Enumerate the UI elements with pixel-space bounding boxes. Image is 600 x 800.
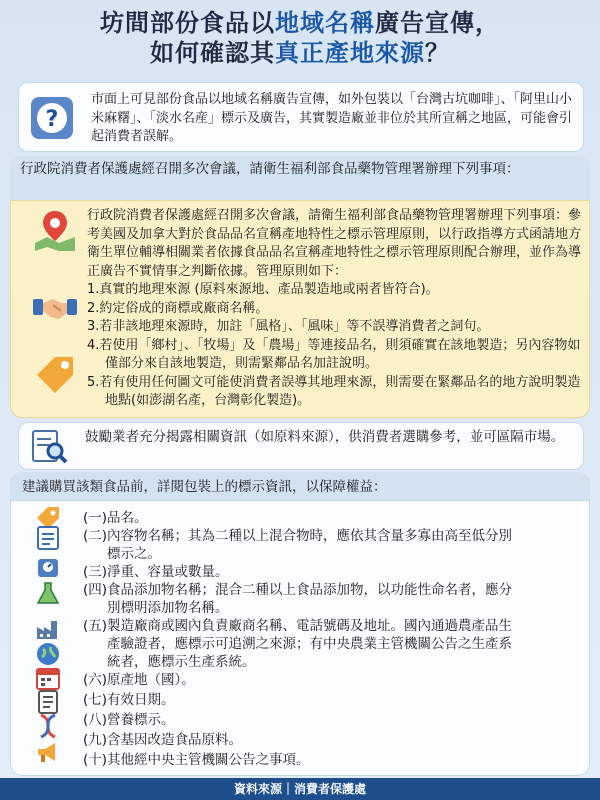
title-part: 如何確認其 <box>150 39 275 67</box>
section2-heading-bar <box>10 472 590 502</box>
item-line: (三)淨重、容量或數量。 <box>83 564 229 580</box>
calendar-icon <box>35 665 61 691</box>
footer-source: 資料來源｜消費者保護處 <box>0 778 600 800</box>
flask-icon <box>35 581 61 607</box>
label-item <box>83 527 587 563</box>
dna-icon <box>35 713 61 739</box>
title-highlight: 真正產地來源 <box>275 39 425 67</box>
map-pin-icon <box>31 207 79 255</box>
intro-card <box>18 82 584 152</box>
item-line: 產驗證者，應標示可追溯之來源；有中央農業主管機關公告之生產系 <box>107 636 512 652</box>
item-line: (六)原產地（國）。 <box>83 672 195 688</box>
rule-item: 4.若使用「鄉村」、「牧場」及「農場」等連接品名，則須確實在該地製造；另內容物如僅部分來自該地製造，則需緊鄰品名加註說明。 <box>87 337 581 371</box>
rules-intro: 行政院消費者保護處經召開多次會議，請衛生福利部食品藥物管理署辦理下列事項：參考美國及加拿大對於食品品名宣稱產地特性之標示管理原則，以行政指導方式函請地方衛生單位輔導相關業者依據食品品名宣稱產地特性之標示管理原則配合辦理，並作為導正廣告不實情事之判斷依據。管理原則如下： <box>87 208 582 279</box>
label-item <box>83 711 587 729</box>
item-line: 統者，應標示生產系統。 <box>107 654 256 670</box>
rules-text <box>87 207 583 411</box>
label-item <box>83 751 587 769</box>
item-line: (一)品名。 <box>83 510 148 526</box>
item-line: (八)營養標示。 <box>83 712 175 728</box>
item-line: (五)製造廠商或國內負責廠商名稱、電話號碼及地址。國內通過農產品生 <box>83 618 513 634</box>
item-line: (十)其他經中央主管機關公告之事項。 <box>83 752 310 768</box>
title-part: ？ <box>425 39 450 67</box>
item-line: (七)有效日期。 <box>83 692 175 708</box>
item-line: 標示之。 <box>107 546 161 562</box>
document-icon <box>35 689 61 715</box>
section1-heading-bar <box>10 156 590 202</box>
handshake-icon <box>31 283 79 331</box>
globe-icon <box>35 641 61 667</box>
item-line: (四)食品添加物名稱；混合二種以上食品添加物，以功能性命名者，應分 <box>83 582 513 598</box>
label-item <box>83 691 587 709</box>
title-line-2 <box>0 38 600 68</box>
question-icon <box>29 95 75 141</box>
label-item <box>83 671 587 689</box>
label-item <box>83 731 587 749</box>
scale-icon <box>35 555 61 581</box>
label-item <box>83 563 587 581</box>
rule-item: 3.若非該地理來源時，加註「風格」、「風味」等不誤導消費者之詞句。 <box>87 319 490 334</box>
checklist-icon <box>35 525 61 551</box>
label-item <box>83 617 587 671</box>
rule-item: 5.若有使用任何圖文可能使消費者誤導其地理來源，則需要在緊鄰品名的地方說明製造地點(如澎湖名產，台灣彰化製造)。 <box>87 374 581 408</box>
section2-heading: 建議購買該類食品前，詳閱包裝上的標示資訊，以保障權益： <box>22 479 387 495</box>
label-item <box>83 581 587 617</box>
title-line-1 <box>0 8 600 38</box>
price-tag-icon <box>31 351 79 399</box>
rule-item: 2.約定俗成的商標或廠商名稱。 <box>87 300 269 316</box>
encourage-text: 鼓勵業者充分揭露相關資訊（如原料來源），供消費者選購參考，並可區隔市場。 <box>85 429 565 445</box>
megaphone-icon <box>35 739 61 765</box>
item-line: (二)內容物名稱；其為二種以上混合物時，應依其含量多寡由高至低分別 <box>83 528 513 544</box>
factory-icon <box>35 615 61 641</box>
encourage-card <box>18 422 584 470</box>
title-part: 廣告宣傳， <box>375 9 500 37</box>
intro-text: 市面上可見部份食品以地域名稱廣告宣傳，如外包裝以「台灣古坑咖啡」、「阿里山小米麻糬」、「淡水名産」標示及廣告，其實製造廠並非位於其所宣稱之地區，可能會引起消費者誤解。 <box>91 92 573 144</box>
section1-heading: 行政院消費者保護處經召開多次會議，請衛生福利部食品藥物管理署辦理下列事項： <box>20 161 520 177</box>
title-part: 坊間部份食品以 <box>100 9 275 37</box>
rules-panel <box>10 200 590 418</box>
page-header <box>0 0 600 70</box>
title-highlight: 地域名稱 <box>275 9 375 37</box>
label-item <box>83 509 587 527</box>
item-line: 別標明添加物名稱。 <box>107 600 229 616</box>
label-items-panel <box>10 500 590 776</box>
rule-item: 1.真實的地理來源 (原料來源地、產品製造地或兩者皆符合)。 <box>87 282 439 297</box>
item-line: (九)含基因改造食品原料。 <box>83 732 243 748</box>
svg-text:?: ? <box>45 107 59 132</box>
magnifier-document-icon <box>29 427 69 467</box>
